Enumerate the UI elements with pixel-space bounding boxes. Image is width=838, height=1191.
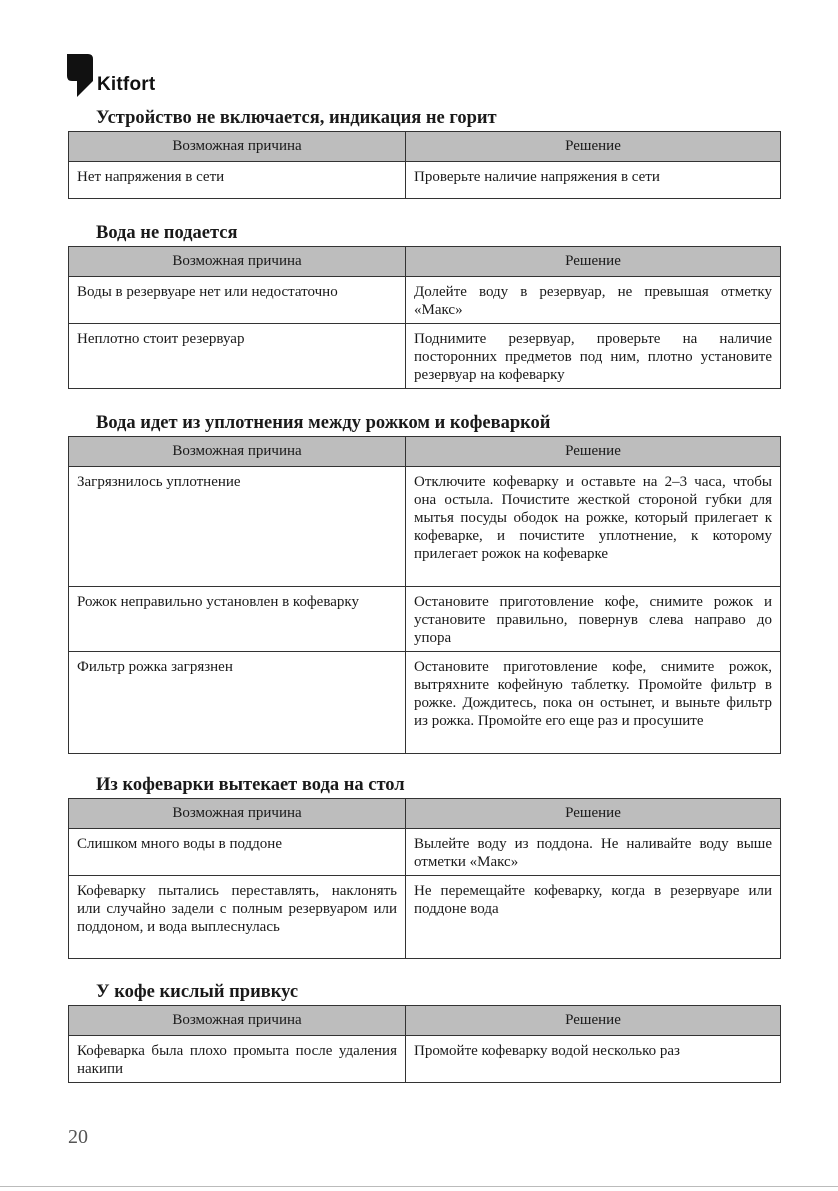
- table-row: [69, 162, 781, 199]
- table-header-row: [69, 247, 781, 277]
- table-row: [69, 277, 781, 324]
- cause-cell: Воды в резервуаре нет или недостаточно: [69, 277, 406, 324]
- table-row: [69, 829, 781, 876]
- header-cause: Возможная причина: [69, 799, 406, 829]
- header-solution: Решение: [406, 247, 781, 277]
- section-title: Вода не подается: [96, 223, 238, 243]
- troubleshooting-table: [68, 436, 781, 754]
- cause-cell: Фильтр рожка загрязнен: [69, 652, 406, 754]
- section-sour-taste: [68, 981, 780, 1083]
- table-header-row: [69, 437, 781, 467]
- table-header-row: [69, 799, 781, 829]
- solution-cell: Отключите кофеварку и оставьте на 2–3 часа, чтобы она остыла. Почистите жесткой стороной губки для мытья посуды ободок на рожке, который прилегает к кофеварке, и почистите уплотнение, к которому прилегает рожок на кофеварке: [406, 467, 781, 587]
- cause-cell: Кофеварку пытались переставлять, наклонять или случайно задели с полным резервуаром или поддоном, и вода выплеснулась: [69, 876, 406, 959]
- cause-cell: Нет напряжения в сети: [69, 162, 406, 199]
- solution-cell: Остановите приготовление кофе, снимите рожок, вытряхните кофейную таблетку. Промойте фильтр в рожке. Дождитесь, пока он остынет, и выньте фильтр из рожка. Промойте его еще раз и просушите: [406, 652, 781, 754]
- table-row: [69, 467, 781, 587]
- table-row: [69, 587, 781, 652]
- header-cause: Возможная причина: [69, 132, 406, 162]
- page-number: 20: [68, 1126, 88, 1148]
- brand-logo: [67, 49, 155, 99]
- header-solution: Решение: [406, 437, 781, 467]
- solution-cell: Проверьте наличие напряжения в сети: [406, 162, 781, 199]
- section-title: Устройство не включается, индикация не горит: [96, 108, 497, 128]
- solution-cell: Остановите приготовление кофе, снимите рожок и установите правильно, повернув слева направо до упора: [406, 587, 781, 652]
- solution-cell: Промойте кофеварку водой несколько раз: [406, 1036, 781, 1083]
- section-water-on-table: [68, 774, 780, 959]
- section-title: У кофе кислый привкус: [96, 982, 299, 1002]
- troubleshooting-table: [68, 1005, 781, 1083]
- header-cause: Возможная причина: [69, 247, 406, 277]
- section-seal-leak: [68, 412, 780, 754]
- troubleshooting-table: [68, 246, 781, 389]
- brand-name: Kitfort: [97, 74, 156, 95]
- section-no-water: [68, 222, 780, 389]
- section-title: Из кофеварки вытекает вода на стол: [96, 775, 405, 795]
- header-cause: Возможная причина: [69, 437, 406, 467]
- table-row: [69, 1036, 781, 1083]
- solution-cell: Поднимите резервуар, проверьте на наличие посторонних предметов под ним, плотно установите резервуар на кофеварку: [406, 324, 781, 389]
- header-cause: Возможная причина: [69, 1006, 406, 1036]
- header-solution: Решение: [406, 1006, 781, 1036]
- troubleshooting-table: [68, 798, 781, 959]
- table-header-row: [69, 132, 781, 162]
- header-solution: Решение: [406, 799, 781, 829]
- bottom-divider: [0, 1186, 838, 1187]
- table-row: [69, 324, 781, 389]
- section-no-power: [68, 107, 780, 199]
- cause-cell: Кофеварка была плохо промыта после удаления накипи: [69, 1036, 406, 1083]
- cause-cell: Неплотно стоит резервуар: [69, 324, 406, 389]
- table-row: [69, 652, 781, 754]
- kitfort-logo-icon: [67, 54, 93, 99]
- table-header-row: [69, 1006, 781, 1036]
- solution-cell: Не перемещайте кофеварку, когда в резервуаре или поддоне вода: [406, 876, 781, 959]
- troubleshooting-table: [68, 131, 781, 199]
- cause-cell: Слишком много воды в поддоне: [69, 829, 406, 876]
- solution-cell: Долейте воду в резервуар, не превышая отметку «Макс»: [406, 277, 781, 324]
- table-row: [69, 876, 781, 959]
- cause-cell: Рожок неправильно установлен в кофеварку: [69, 587, 406, 652]
- cause-cell: Загрязнилось уплотнение: [69, 467, 406, 587]
- section-title: Вода идет из уплотнения между рожком и кофеваркой: [96, 413, 551, 433]
- header-solution: Решение: [406, 132, 781, 162]
- solution-cell: Вылейте воду из поддона. Не наливайте воду выше отметки «Макс»: [406, 829, 781, 876]
